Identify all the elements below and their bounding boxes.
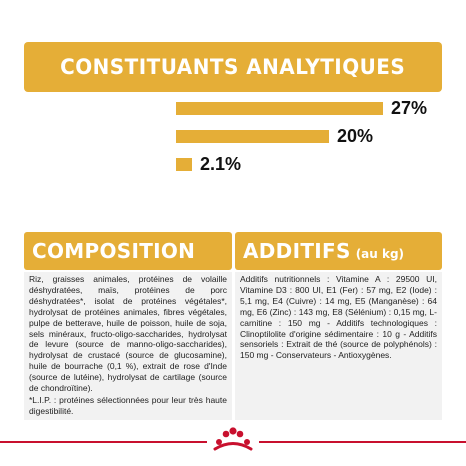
footer-divider-left (0, 441, 207, 443)
analytics-value: 27% (391, 98, 428, 118)
composition-panel (24, 272, 232, 420)
additives-panel (235, 272, 442, 420)
footer-divider-right (259, 441, 466, 443)
additives-header (235, 232, 442, 270)
composition-title: COMPOSITION (32, 239, 196, 263)
additives-title: ADDITIFS (243, 239, 351, 263)
analytics-bar (176, 130, 329, 143)
royal-canin-crown-logo-icon (211, 422, 255, 452)
analytics-value: 2.1% (200, 154, 242, 174)
composition-header (24, 232, 232, 270)
analytics-bar (176, 102, 383, 115)
analytics-bar (176, 158, 192, 171)
analytics-value: 20% (337, 126, 374, 146)
additives-text: Additifs nutritionnels : Vitamine A : 29500 UI, Vitamine D3 : 800 UI, E1 (Fer) : 57 mg, E2 (Iode) : 5,1 mg, E4 (Cuivre) : 14 mg, E5 (Manganèse) : 64 mg, E6 (Zinc) : 143 mg, E8 (Sélénium) : 0,15 mg, L-carnitine : 150 mg - Additifs technologiques : Clinoptilolite d'origine sédimentaire : 10 g - Additifs sensoriels : Extrait de thé (source de polyphénols) : 150 mg - Conservateurs - Antioxygènes. (240, 274, 437, 361)
additives-unit: (au kg) (355, 247, 405, 261)
composition-text: Riz, graisses animales, protéines de volaille déshydratées, maïs, protéines de porc déshydratées*, isolat de protéines végétales*, hydrolysat de protéines animales, fibres végétales, pulpe de betterave, huile de poisson, huile de soja, sels minéraux, fructo-oligo-saccharides, hydrolysat de levure (source de manno-oligo-saccharides), hydrolysat de crustacé (source de glucosamine), huile de bourrache (0,1 %), extrait de rose d'Inde (source de lutéine), hydrolysat de cartilage (source de chondroïtine). (29, 274, 227, 394)
analytics-banner (24, 42, 442, 92)
analytics-title: CONSTITUANTS ANALYTIQUES (60, 55, 406, 79)
composition-note: *L.I.P. : protéines sélectionnées pour leur très haute digestibilité. (29, 394, 227, 416)
